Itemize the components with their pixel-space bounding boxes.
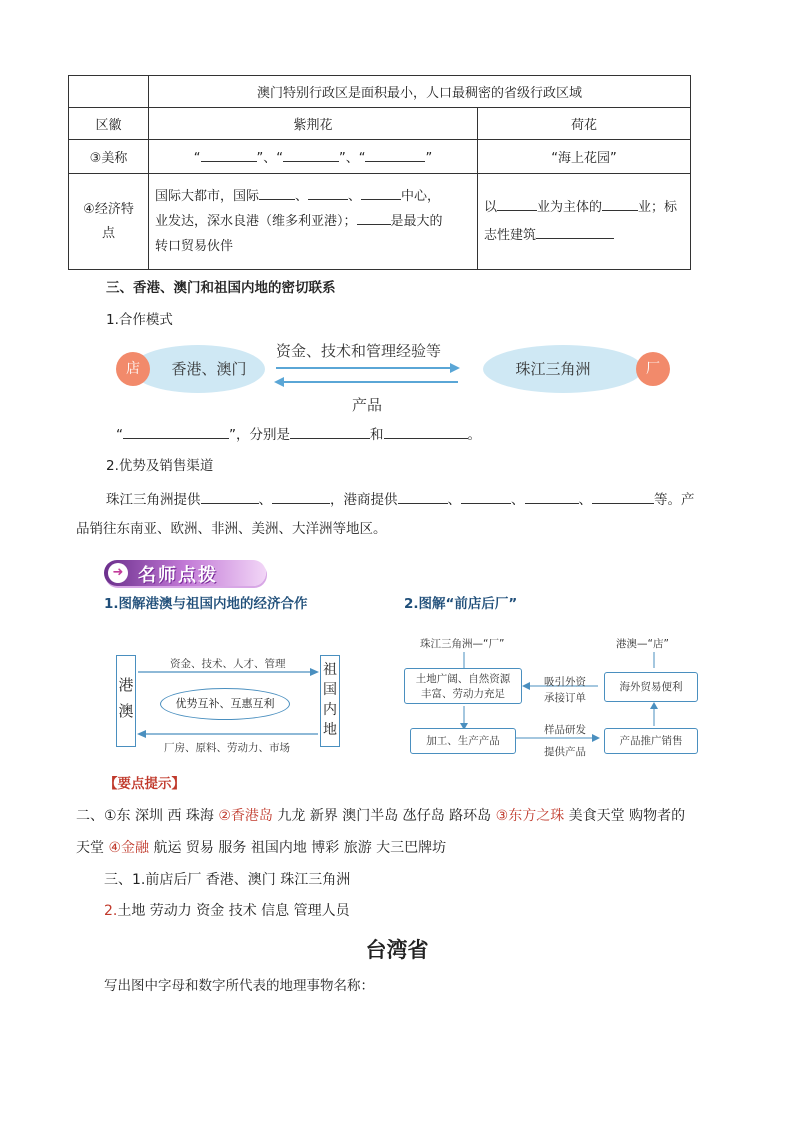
- store-circle: 店: [116, 352, 150, 386]
- flow-arrows: [270, 360, 465, 390]
- banner-text: 名师点拨: [138, 565, 218, 586]
- fig2-arrow1: 吸引外资: [544, 676, 586, 688]
- table-empty-cell: [69, 76, 149, 108]
- fig2-left-head: 珠江三角洲—“厂”: [420, 638, 505, 650]
- fig1-bottom-label: 厂房、原料、劳动力、市场: [164, 742, 290, 754]
- answers-line4: 2.土地 劳动力 资金 技术 信息 管理人员: [104, 903, 350, 919]
- fig2-land-box: 土地广阔、自然资源 丰富、劳动力充足: [404, 668, 522, 704]
- table-header: 澳门特别行政区是面积最小，人口最稠密的省级行政区域: [149, 76, 691, 108]
- economy-label: ④经济特 点: [69, 174, 149, 270]
- arrow-bottom-label: 产品: [352, 396, 383, 414]
- prd-ellipse: 珠江三角洲: [483, 345, 643, 393]
- mo-economy: 以 业为主体的 业；标 志性建筑: [478, 174, 691, 270]
- fig2-arrow3: 样品研发: [544, 724, 586, 736]
- hk-nickname: “ ”、“ ”、“ ”: [149, 140, 478, 174]
- fig2-trade-box: 海外贸易便利: [604, 672, 698, 702]
- arrow-right-icon: ➜: [108, 563, 128, 583]
- supply-line: 珠江三角洲提供 、 ，港商提供 、 、 、 等。产: [106, 489, 695, 510]
- hk-economy: 国际大都市，国际 、 、 中心， 业发达，深水良港（维多利亚港）； 是最大的 转口贸易伙伴: [149, 174, 478, 270]
- answers-line3: 三、1.前店后厂 香港、澳门 珠江三角洲: [104, 872, 351, 888]
- hk-macao-table: [68, 75, 691, 270]
- hk-emblem: 紫荆花: [149, 108, 478, 140]
- fig2-right-head: 港澳—“店”: [616, 638, 669, 650]
- fig2-make-box: 加工、生产产品: [410, 728, 516, 754]
- mainland-box: 祖 国 内 地: [320, 655, 340, 747]
- fig2-arrow4: 提供产品: [544, 746, 586, 758]
- fig1-title: 1.图解港澳与祖国内地的经济合作: [104, 596, 308, 612]
- fig2-promo-box: 产品推广销售: [604, 728, 698, 754]
- nickname-label: ③美称: [69, 140, 149, 174]
- section3-sub1: 1.合作模式: [106, 312, 173, 328]
- fig2-title: 2.图解“前店后厂”: [404, 596, 518, 612]
- sales-line: 品销往东南亚、欧洲、非洲、美洲、大洋洲等地区。: [76, 521, 387, 537]
- fig1-center-ellipse: 优势互补、互惠互利: [160, 688, 290, 720]
- answers-line1: 二、①东 深圳 西 珠海 ②香港岛 九龙 新界 澳门半岛 氹仔岛 路环岛 ③东方之珠 美食天堂 购物者的: [76, 808, 686, 824]
- emblem-label: 区徽: [69, 108, 149, 140]
- mo-emblem: 荷花: [478, 108, 691, 140]
- answers-line2: 天堂 ④金融 航运 贸易 服务 祖国内地 博彩 旅游 大三巴牌坊: [76, 840, 447, 856]
- section3-sub2: 2.优势及销售渠道: [106, 458, 214, 474]
- hk-macao-ellipse: 香港、澳门: [131, 345, 265, 393]
- fig2-arrow2: 承接订单: [544, 692, 586, 704]
- fig1-top-label: 资金、技术、人才、管理: [170, 658, 286, 670]
- fill-line: “ ”，分别是 和 。: [116, 424, 481, 445]
- taiwan-instruction: 写出图中字母和数字所代表的地理事物名称：: [104, 978, 374, 994]
- answers-title: 【要点提示】: [104, 776, 185, 792]
- factory-circle: 厂: [636, 352, 670, 386]
- hk-mo-box: 港 澳: [116, 655, 136, 747]
- section3-title: 三、香港、澳门和祖国内地的密切联系: [106, 280, 336, 296]
- mo-nickname: “海上花园”: [478, 140, 691, 174]
- arrow-top-label: 资金、技术和管理经验等: [276, 342, 442, 360]
- tip-banner: [104, 560, 266, 586]
- taiwan-heading: 台湾省: [365, 938, 429, 962]
